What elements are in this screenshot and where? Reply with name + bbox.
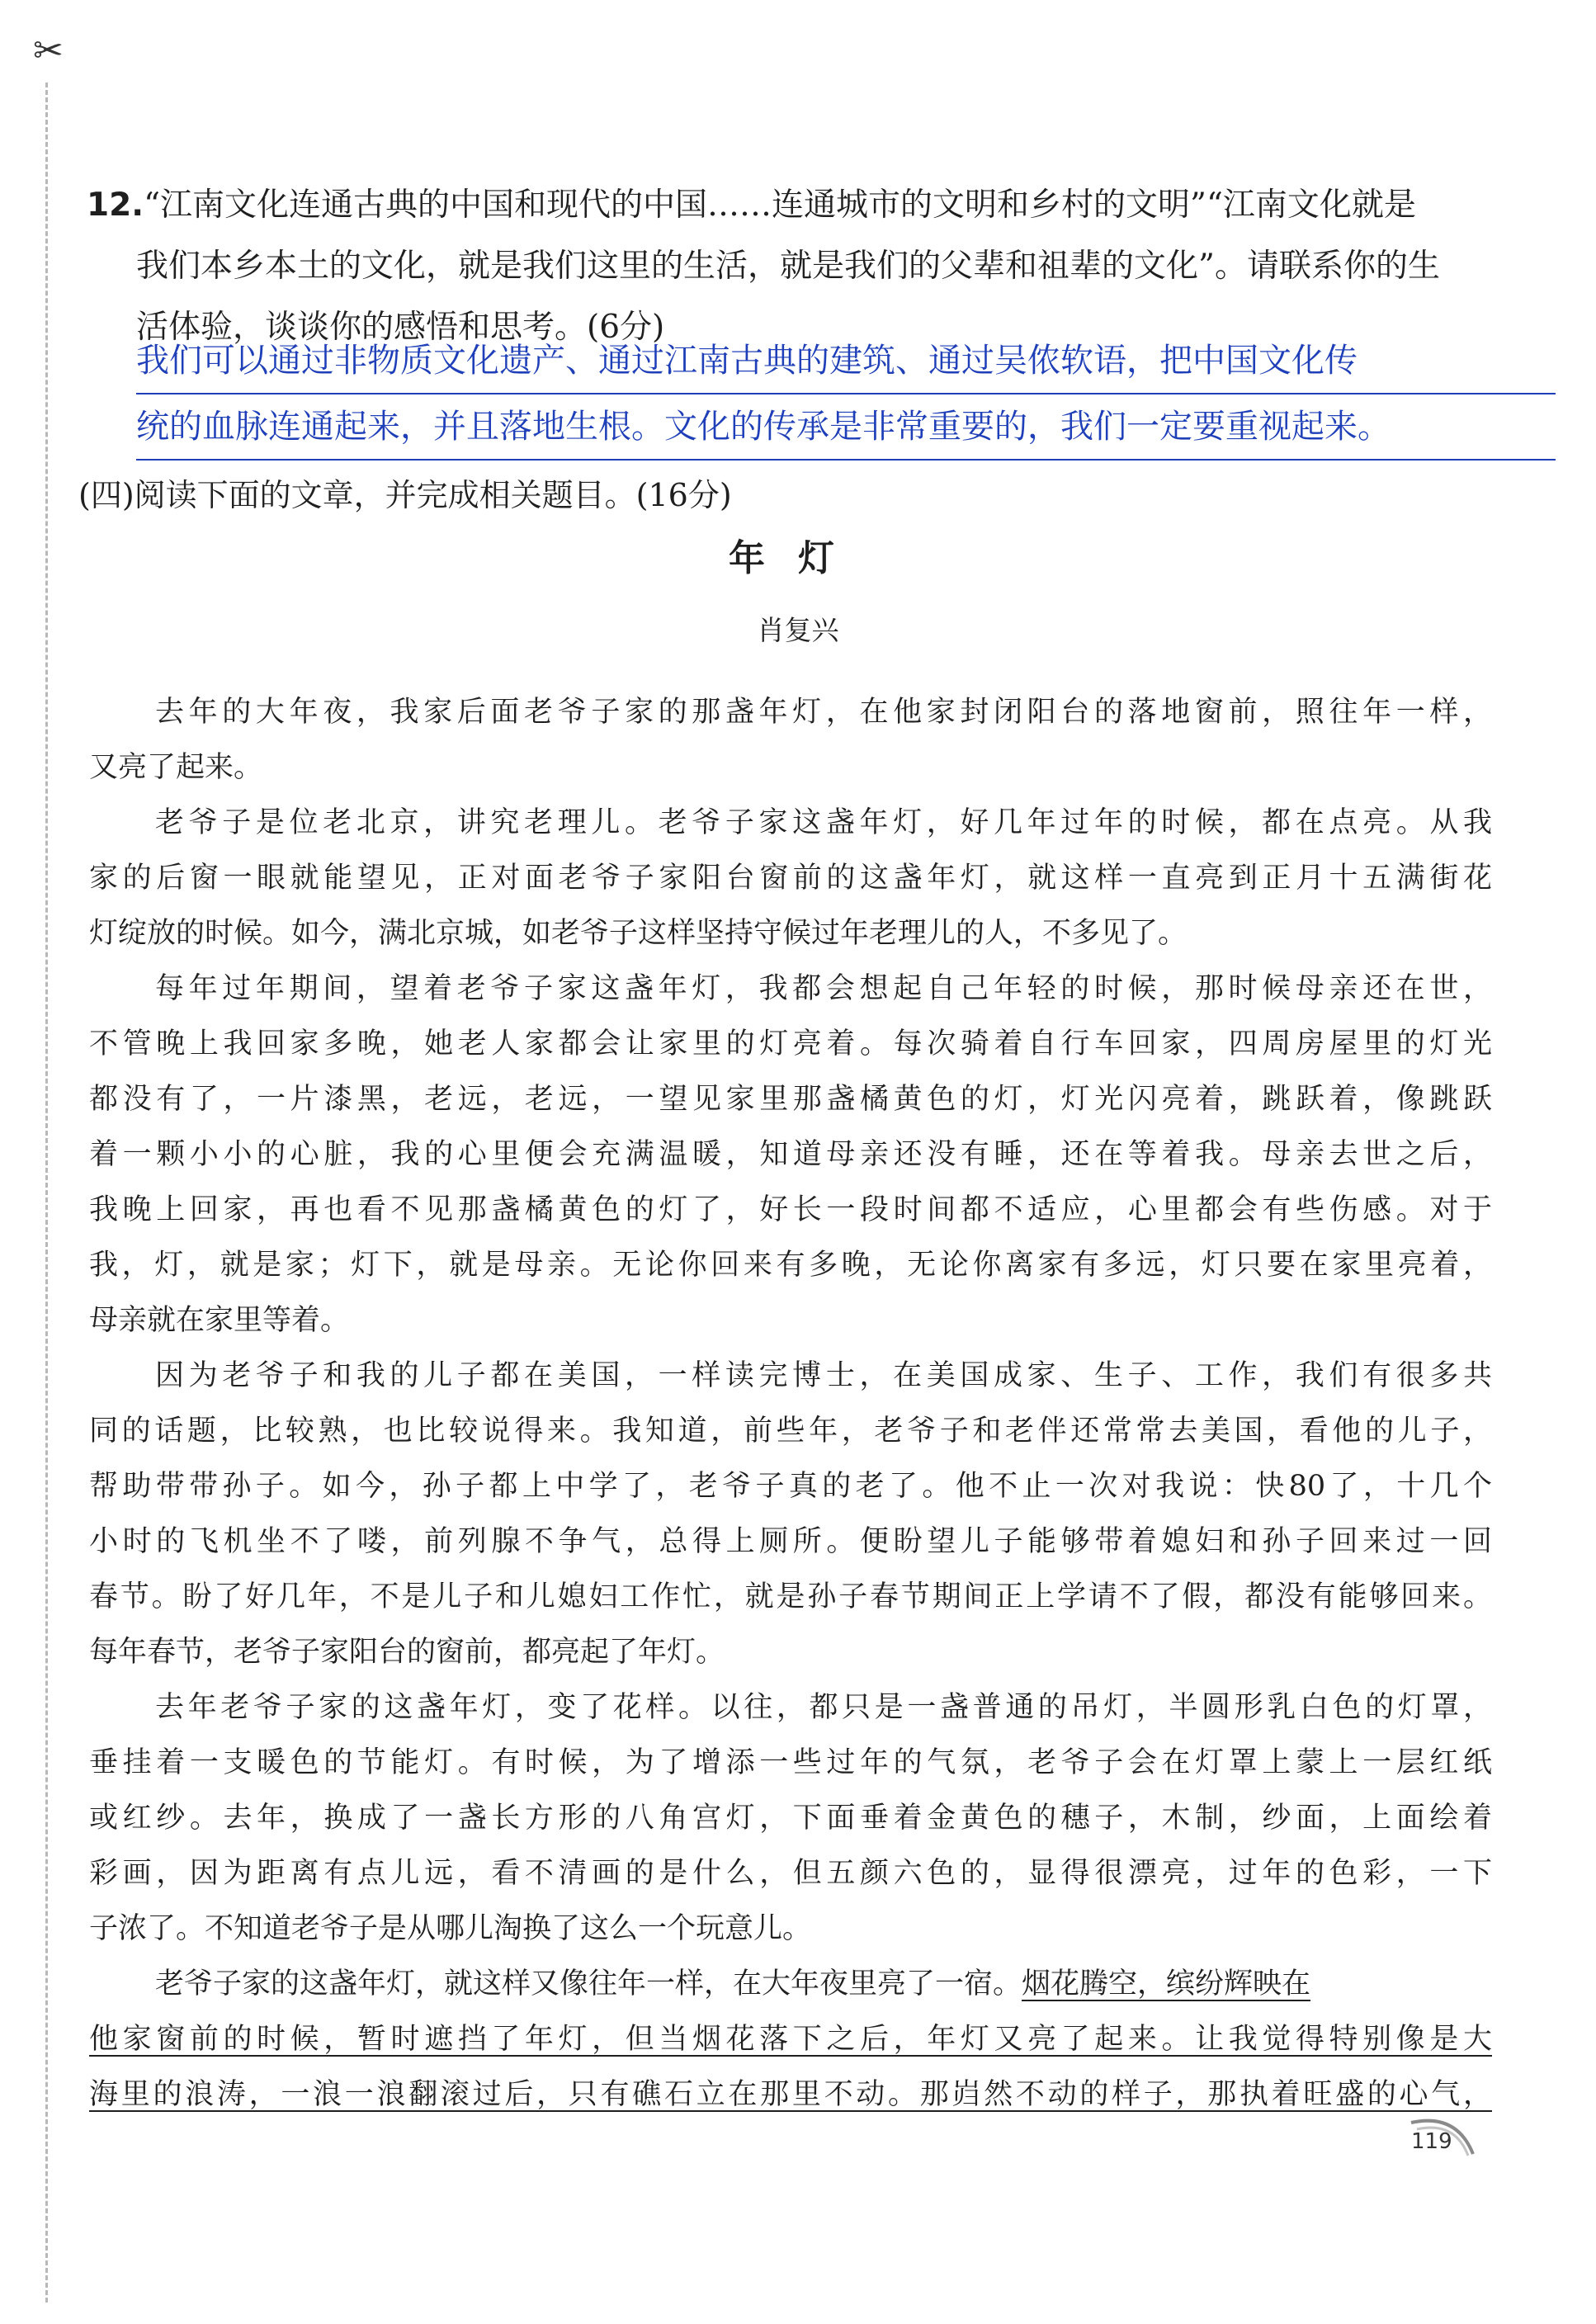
article-line: 每年过年期间，望着老爷子家这盏年灯，我都会想起自己年轻的时候，那时候母亲还在世，	[155, 972, 1492, 1005]
section-heading: (四)阅读下面的文章，并完成相关题目。(16分)	[78, 477, 732, 513]
article-line: 家的后窗一眼就能望见，正对面老爷子家阳台窗前的这盏年灯，就这样一直亮到正月十五满街花	[89, 862, 1492, 895]
question-number: 12.	[87, 187, 144, 224]
question-line: “江南文化连通古典的中国和现代的中国……连通城市的文明和乡村的文明”“江南文化就是	[144, 187, 1416, 224]
article-line: 我，灯，就是家；灯下，就是母亲。无论你回来有多晚，无论你离家有多远，灯只要在家里亮着，	[89, 1249, 1492, 1282]
article-line: 着一颗小小的心脏，我的心里便会充满温暖，知道母亲还没有睡，还在等着我。母亲去世之后，	[89, 1138, 1492, 1171]
article-line: 子浓了。不知道老爷子是从哪儿淘换了这么一个玩意儿。	[89, 1912, 812, 1945]
cut-line	[45, 83, 48, 2303]
article-line: 春节。盼了好几年，不是儿子和儿媳妇工作忙，就是孙子春节期间正上学请不了假，都没有能够回来。	[89, 1580, 1492, 1613]
article-line	[89, 1957, 1492, 2012]
article-line: 又亮了起来。	[89, 751, 263, 784]
article-line: 每年春节，老爷子家阳台的窗前，都亮起了年灯。	[89, 1636, 725, 1669]
underlined-text: 烟花腾空，缤纷辉映在	[1022, 1967, 1311, 2000]
page-number: 119	[1411, 2129, 1452, 2154]
article-line: 母亲就在家里等着。	[89, 1304, 350, 1337]
article-line: 灯绽放的时候。如今，满北京城，如老爷子这样坚持守候过年老理儿的人，不多见了。	[89, 917, 1188, 950]
answer-line: 统的血脉连通起来，并且落地生根。文化的传承是非常重要的，我们一定要重视起来。	[136, 394, 1556, 461]
article-line: 去年的大年夜，我家后面老爷子家的那盏年灯，在他家封闭阳台的落地窗前，照往年一样，	[155, 696, 1492, 729]
article-line: 我晚上回家，再也看不见那盏橘黄色的灯了，好长一段时间都不适应，心里都会有些伤感。对于	[89, 1193, 1492, 1226]
article-line: 都没有了，一片漆黑，老远，老远，一望见家里那盏橘黄色的灯，灯光闪亮着，跳跃着，像跳跃	[89, 1083, 1492, 1116]
question-line: 我们本乡本土的文化，就是我们这里的生活，就是我们的父辈和祖辈的文化”。请联系你的生	[136, 248, 1440, 285]
question-line: 活体验，谈谈你的感悟和思考。(6分)	[136, 309, 665, 346]
article-line: 帮助带带孙子。如今，孙子都上中学了，老爷子真的老了。他不止一次对我说：快80了，十几个	[89, 1470, 1492, 1503]
handwritten-answer	[136, 328, 1556, 461]
article-text: 老爷子家的这盏年灯，就这样又像往年一样，在大年夜里亮了一宿。	[155, 1967, 1022, 2000]
article-line: 垂挂着一支暖色的节能灯。有时候，为了增添一些过年的气氛，老爷子会在灯罩上蒙上一层红纸	[89, 1746, 1492, 1779]
article-line: 彩画，因为距离有点儿远，看不清画的是什么，但五颜六色的，显得很漂亮，过年的色彩，一下	[89, 1857, 1492, 1890]
article-author: 肖复兴	[757, 614, 839, 646]
scissors-icon: ✂	[33, 30, 64, 72]
article-line: 老爷子是位老北京，讲究老理儿。老爷子家这盏年灯，好几年过年的时候，都在点亮。从我	[155, 806, 1492, 839]
underlined-line: 他家窗前的时候，暂时遮挡了年灯，但当烟花落下之后，年灯又亮了起来。让我觉得特别像是大	[89, 2023, 1492, 2056]
article-line: 同的话题，比较熟，也比较说得来。我知道，前些年，老爷子和老伴还常常去美国，看他的儿子，	[89, 1415, 1492, 1448]
article-body	[89, 685, 1492, 2123]
article-line: 小时的飞机坐不了喽，前列腺不争气，总得上厕所。便盼望儿子能够带着媳妇和孙子回来过一回	[89, 1525, 1492, 1558]
article-line: 因为老爷子和我的儿子都在美国，一样读完博士，在美国成家、生子、工作，我们有很多共	[155, 1359, 1492, 1392]
answer-line: 我们可以通过非物质文化遗产、通过江南古典的建筑、通过吴侬软语，把中国文化传	[136, 328, 1556, 394]
article-line: 不管晚上我回家多晚，她老人家都会让家里的灯亮着。每次骑着自行车回家，四周房屋里的灯光	[89, 1027, 1492, 1060]
article-line: 或红纱。去年，换成了一盏长方形的八角宫灯，下面垂着金黄色的穗子，木制，纱面，上面绘着	[89, 1802, 1492, 1835]
underlined-line: 海里的浪涛，一浪一浪翻滚过后，只有礁石立在那里不动。那岿然不动的样子，那执着旺盛的心气，	[89, 2078, 1492, 2111]
article-title: 年灯	[729, 537, 867, 579]
article-line: 去年老爷子家的这盏年灯，变了花样。以往，都只是一盏普通的吊灯，半圆形乳白色的灯罩，	[155, 1691, 1492, 1724]
